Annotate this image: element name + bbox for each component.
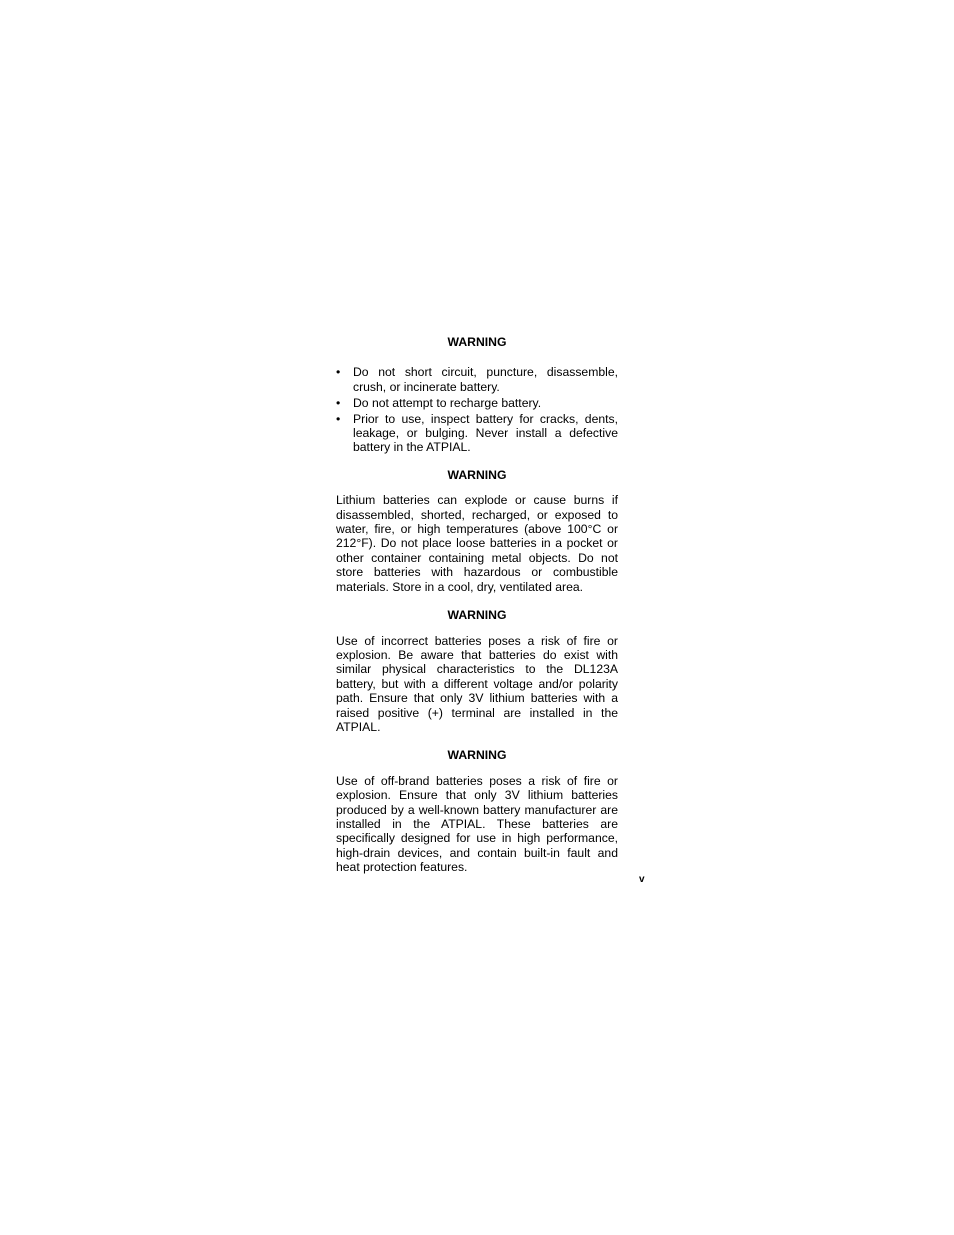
page-number: v [639,874,645,885]
warning-paragraph-lithium: Lithium batteries can explode or cause burns if disassembled, shorted, recharged, or exposed to water, fire, or high temperatures (above 100°C or 212°F). Do not place loose batteries in a pocket or other container containing metal objects. Do not store batteries with hazardous or combustible materials. Store in a cool, dry, ventilated area. [336,493,618,594]
warning-bullet-item [336,396,618,410]
bullet-dot-icon: • [336,395,341,410]
bullet-dot-icon: • [336,365,341,380]
warning-heading-2: WARNING [447,467,507,482]
bullet-dot-icon: • [336,411,341,426]
warning-heading-3: WARNING [447,608,507,623]
warning-paragraph-off-brand: Use of off-brand batteries poses a risk of fire or explosion. Ensure that only 3V lithium batteries produced by a well-known battery manufacturer are installed in the ATPIAL. These batteries are specifically designed for use in high performance, high-drain devices, and contain built-in fault and heat protection features. [336,773,618,875]
bullet-text: Do not short circuit, puncture, disassemble, crush, or incinerate battery. [353,365,618,394]
warning-heading-4: WARNING [447,748,507,763]
document-body [336,335,618,875]
bullet-text: Do not attempt to recharge battery. [353,395,542,410]
bullet-text: Prior to use, inspect battery for cracks, dents, leakage, or bulging. Never install a defective battery in the ATPIAL. [353,411,618,455]
warning-bullet-item [336,365,618,394]
warning-heading-1: WARNING [447,335,507,349]
warning-bullet-list [336,365,618,454]
warning-bullet-item [336,412,618,455]
warning-paragraph-incorrect-batteries: Use of incorrect batteries poses a risk of fire or explosion. Be aware that batteries do exist with similar physical characteristics to the DL123A battery, but with a different voltage and/or polarity path. Ensure that only 3V lithium batteries with a raised positive (+) terminal are installed in the ATPIAL. [336,633,618,734]
